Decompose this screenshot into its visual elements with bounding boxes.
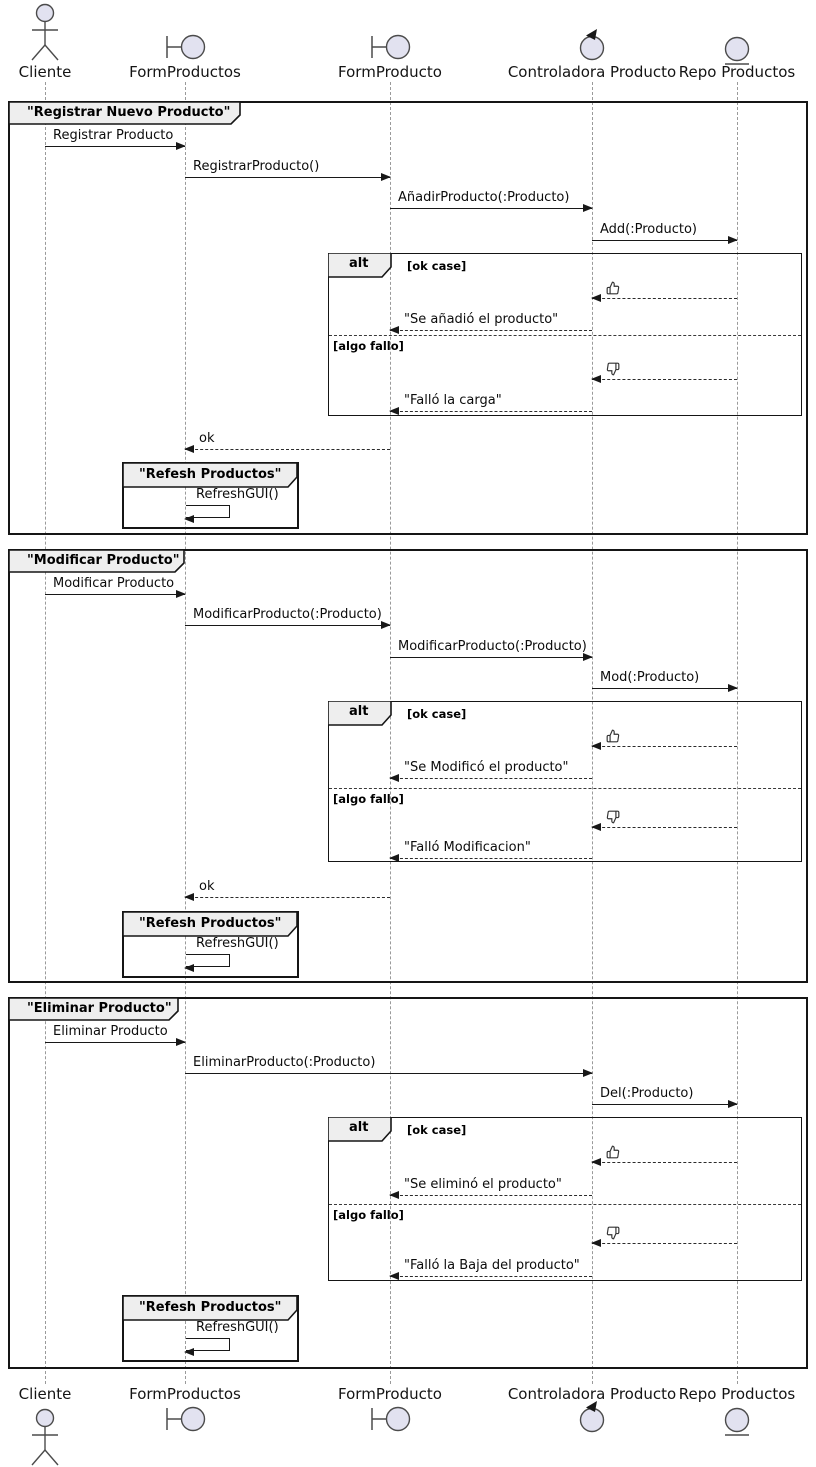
message: Modificar Producto bbox=[45, 576, 185, 595]
alt-tab bbox=[328, 1117, 392, 1146]
guard-fail: [algo fallo] bbox=[333, 339, 404, 353]
participant-label: Controladora Producto bbox=[507, 1385, 677, 1403]
thumbs-down-icon bbox=[606, 810, 620, 824]
boundary-icon bbox=[159, 1405, 207, 1433]
self-message-arrow bbox=[186, 505, 230, 518]
alt-divider bbox=[329, 335, 801, 336]
reply-message bbox=[592, 1225, 737, 1244]
guard-fail: [algo fallo] bbox=[333, 1208, 404, 1222]
alt-divider bbox=[329, 1204, 801, 1205]
reply-message: "Se añadió el producto" bbox=[390, 312, 592, 331]
participant-label: FormProducto bbox=[338, 63, 442, 81]
reply-message bbox=[592, 1144, 737, 1163]
reply-message: ok bbox=[185, 431, 390, 450]
alt-label: alt bbox=[349, 1120, 369, 1135]
thumbs-down-icon bbox=[606, 362, 620, 376]
frame-tab bbox=[9, 102, 241, 129]
participant-label: FormProducto bbox=[338, 1385, 442, 1403]
alt-tab bbox=[328, 701, 392, 730]
thumbs-up-icon bbox=[606, 1145, 620, 1159]
boundary-icon bbox=[364, 1405, 412, 1433]
self-message-arrow bbox=[186, 1338, 230, 1351]
guard-ok: [ok case] bbox=[407, 707, 467, 721]
message: EliminarProducto(:Producto) bbox=[185, 1055, 592, 1074]
alt-frame bbox=[328, 253, 802, 416]
guard-ok: [ok case] bbox=[407, 259, 467, 273]
frame-title: "Modificar Producto" bbox=[27, 553, 180, 568]
thumbs-up-icon bbox=[606, 281, 620, 295]
reply-message: "Se eliminó el producto" bbox=[390, 1177, 592, 1196]
frame-tab bbox=[9, 998, 179, 1025]
message: Del(:Producto) bbox=[592, 1086, 737, 1105]
reply-message bbox=[592, 361, 737, 380]
self-message-arrow bbox=[186, 954, 230, 967]
message: AñadirProducto(:Producto) bbox=[390, 190, 592, 209]
control-icon bbox=[577, 1400, 609, 1434]
boundary-icon bbox=[159, 33, 207, 61]
participant-label: Cliente bbox=[18, 1385, 72, 1403]
refresh-title: "Refesh Productos" bbox=[139, 1300, 282, 1315]
message: Eliminar Producto bbox=[45, 1024, 185, 1043]
message: Add(:Producto) bbox=[592, 222, 737, 241]
participant-label: Controladora Producto bbox=[507, 63, 677, 81]
message: Mod(:Producto) bbox=[592, 670, 737, 689]
alt-label: alt bbox=[349, 256, 369, 271]
reply-message: "Falló la Baja del producto" bbox=[390, 1258, 592, 1277]
reply-message: ok bbox=[185, 879, 390, 898]
participant-label: Repo Productos bbox=[678, 1385, 796, 1403]
refresh-title: "Refesh Productos" bbox=[139, 916, 282, 931]
frame-tab bbox=[9, 550, 185, 577]
self-message-label: RefreshGUI() bbox=[196, 936, 279, 951]
participant-label: Repo Productos bbox=[678, 63, 796, 81]
alt-divider bbox=[329, 788, 801, 789]
message: RegistrarProducto() bbox=[185, 159, 390, 178]
guard-fail: [algo fallo] bbox=[333, 792, 404, 806]
boundary-icon bbox=[364, 33, 412, 61]
guard-ok: [ok case] bbox=[407, 1123, 467, 1137]
reply-message: "Falló la carga" bbox=[390, 393, 592, 412]
reply-message: "Falló Modificacion" bbox=[390, 840, 592, 859]
participant-label: Cliente bbox=[18, 63, 72, 81]
message: ModificarProducto(:Producto) bbox=[185, 607, 390, 626]
frame-title: "Eliminar Producto" bbox=[27, 1001, 172, 1016]
alt-frame bbox=[328, 1117, 802, 1281]
alt-label: alt bbox=[349, 704, 369, 719]
self-message-label: RefreshGUI() bbox=[196, 1320, 279, 1335]
participant-label: FormProductos bbox=[129, 1385, 241, 1403]
alt-tab bbox=[328, 253, 392, 282]
participant-label: FormProductos bbox=[129, 63, 241, 81]
entity-icon bbox=[722, 1407, 752, 1439]
reply-message bbox=[592, 728, 737, 747]
thumbs-down-icon bbox=[606, 1226, 620, 1240]
message: ModificarProducto(:Producto) bbox=[390, 639, 592, 658]
frame-title: "Registrar Nuevo Producto" bbox=[27, 105, 231, 120]
reply-message bbox=[592, 809, 737, 828]
message: Registrar Producto bbox=[45, 128, 185, 147]
reply-message bbox=[592, 280, 737, 299]
self-message-label: RefreshGUI() bbox=[196, 487, 279, 502]
refresh-title: "Refesh Productos" bbox=[139, 467, 282, 482]
control-icon bbox=[577, 28, 609, 62]
actor-icon bbox=[25, 2, 65, 63]
alt-frame bbox=[328, 701, 802, 862]
thumbs-up-icon bbox=[606, 729, 620, 743]
reply-message: "Se Modificó el producto" bbox=[390, 760, 592, 779]
actor-icon bbox=[25, 1407, 65, 1467]
